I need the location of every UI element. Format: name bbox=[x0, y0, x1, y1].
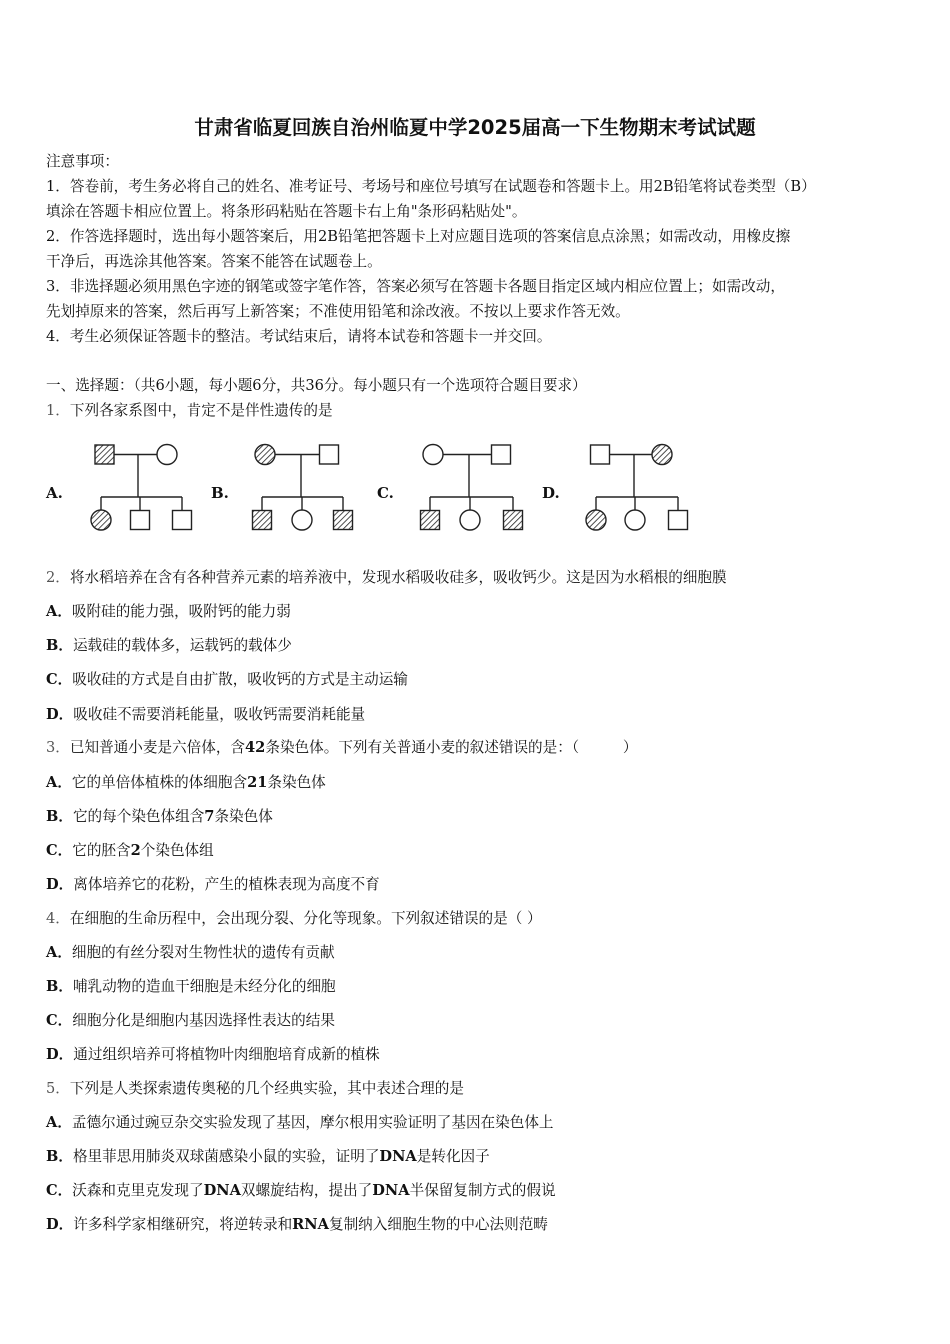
normal-female bbox=[292, 510, 312, 530]
option: B．运载硅的载体多，运载钙的载体少 bbox=[46, 637, 292, 654]
pedigree-c-label: C. bbox=[377, 484, 394, 502]
affected-female bbox=[255, 445, 275, 465]
affected-female bbox=[652, 445, 672, 465]
normal-male bbox=[173, 511, 192, 530]
affected-female bbox=[91, 510, 111, 530]
question-stem: 在细胞的生命历程中，会出现分裂、分化等现象。下列叙述错误的是（ ） bbox=[69, 910, 542, 927]
option: A．它的单倍体植株的体细胞含21条染色体 bbox=[46, 774, 326, 791]
option: C．沃森和克里克发现了DNA双螺旋结构，提出了DNA半保留复制方式的假说 bbox=[46, 1182, 556, 1199]
question-stem: 将水稻培养在含有各种营养元素的培养液中，发现水稻吸收硅多，吸收钙少。这是因为水稻根的细胞膜 bbox=[69, 569, 727, 586]
pedigree-a-label: A. bbox=[46, 484, 63, 502]
notice-line: 干净后，再选涂其他答案。答案不能答在试题卷上。 bbox=[46, 253, 382, 270]
notice-line: 4．考生必须保证答题卡的整洁。考试结束后，请将本试卷和答题卡一并交回。 bbox=[46, 328, 552, 345]
option: B．它的每个染色体组含7条染色体 bbox=[46, 808, 273, 825]
pedigree-b-label: B. bbox=[211, 484, 229, 502]
question-1 bbox=[46, 401, 333, 421]
notice-line: 先划掉原来的答案，然后再写上新答案；不准使用铅笔和涂改液。不按以上要求作答无效。 bbox=[46, 303, 630, 320]
affected-male bbox=[421, 511, 440, 530]
option: A．细胞的有丝分裂对生物性状的遗传有贡献 bbox=[46, 944, 335, 961]
question-3: 3．已知普通小麦是六倍体，含42条染色体。下列有关普通小麦的叙述错误的是：（ ） bbox=[46, 739, 638, 756]
question-number: 1． bbox=[46, 402, 70, 419]
question-number: 2． bbox=[46, 569, 70, 586]
notice-heading: 注意事项： bbox=[46, 153, 119, 170]
affected-male bbox=[504, 511, 523, 530]
pedigree-c bbox=[410, 440, 530, 540]
notice-line: 填涂在答题卡相应位置上。将条形码粘贴在答题卡右上角"条形码粘贴处"。 bbox=[46, 203, 527, 220]
pedigree-b bbox=[245, 440, 365, 540]
question-5 bbox=[46, 1079, 464, 1099]
option: B．哺乳动物的造血干细胞是未经分化的细胞 bbox=[46, 978, 336, 995]
normal-male bbox=[591, 445, 610, 464]
normal-female bbox=[157, 445, 177, 465]
question-stem: 下列各家系图中，肯定不是伴性遗传的是 bbox=[69, 402, 333, 419]
pedigree-a bbox=[85, 440, 205, 540]
option: C．吸收硅的方式是自由扩散，吸收钙的方式是主动运输 bbox=[46, 671, 408, 688]
question-2 bbox=[46, 568, 727, 588]
pedigree-d-label: D. bbox=[542, 484, 560, 502]
question-number: 5． bbox=[46, 1080, 70, 1097]
page-title: 甘肃省临夏回族自治州临夏中学2025届高一下生物期末考试试题 bbox=[194, 116, 756, 139]
notice-line: 3．非选择题必须用黑色字迹的钢笔或签字笔作答，答案必须写在答题卡各题目指定区域内相应位置上；如需改动， bbox=[46, 278, 785, 295]
option: C．它的胚含2个染色体组 bbox=[46, 842, 214, 859]
option: D．通过组织培养可将植物叶肉细胞培育成新的植株 bbox=[46, 1046, 380, 1063]
normal-male bbox=[669, 511, 688, 530]
normal-male bbox=[131, 511, 150, 530]
affected-male bbox=[253, 511, 272, 530]
affected-male bbox=[334, 511, 353, 530]
normal-male bbox=[320, 445, 339, 464]
affected-male bbox=[95, 445, 114, 464]
question-number: 3． bbox=[46, 739, 70, 756]
normal-female bbox=[423, 445, 443, 465]
option: B．格里菲思用肺炎双球菌感染小鼠的实验，证明了DNA是转化因子 bbox=[46, 1148, 490, 1165]
option: A．吸附硅的能力强，吸附钙的能力弱 bbox=[46, 603, 291, 620]
question-4 bbox=[46, 909, 542, 929]
option: D．离体培养它的花粉，产生的植株表现为高度不育 bbox=[46, 876, 380, 893]
normal-female bbox=[625, 510, 645, 530]
question-number: 4． bbox=[46, 910, 70, 927]
section-heading: 一、选择题：（共6小题，每小题6分，共36分。每小题只有一个选项符合题目要求） bbox=[46, 377, 587, 394]
option: D．许多科学家相继研究，将逆转录和RNA复制纳入细胞生物的中心法则范畴 bbox=[46, 1216, 548, 1233]
question-stem: 下列是人类探索遗传奥秘的几个经典实验，其中表述合理的是 bbox=[69, 1080, 464, 1097]
normal-female bbox=[460, 510, 480, 530]
normal-male bbox=[492, 445, 511, 464]
pedigree-d bbox=[580, 440, 700, 540]
notice-line: 2．作答选择题时，选出每小题答案后，用2B铅笔把答题卡上对应题目选项的答案信息点涂黑；如需改动，用橡皮擦 bbox=[46, 228, 791, 245]
affected-female bbox=[586, 510, 606, 530]
option: A．孟德尔通过豌豆杂交实验发现了基因，摩尔根用实验证明了基因在染色体上 bbox=[46, 1114, 554, 1131]
option: C．细胞分化是细胞内基因选择性表达的结果 bbox=[46, 1012, 335, 1029]
option: D．吸收硅不需要消耗能量，吸收钙需要消耗能量 bbox=[46, 706, 366, 723]
notice-line: 1．答卷前，考生务必将自己的姓名、准考证号、考场号和座位号填写在试题卷和答题卡上。用2B铅笔将试卷类型（B） bbox=[46, 178, 816, 195]
